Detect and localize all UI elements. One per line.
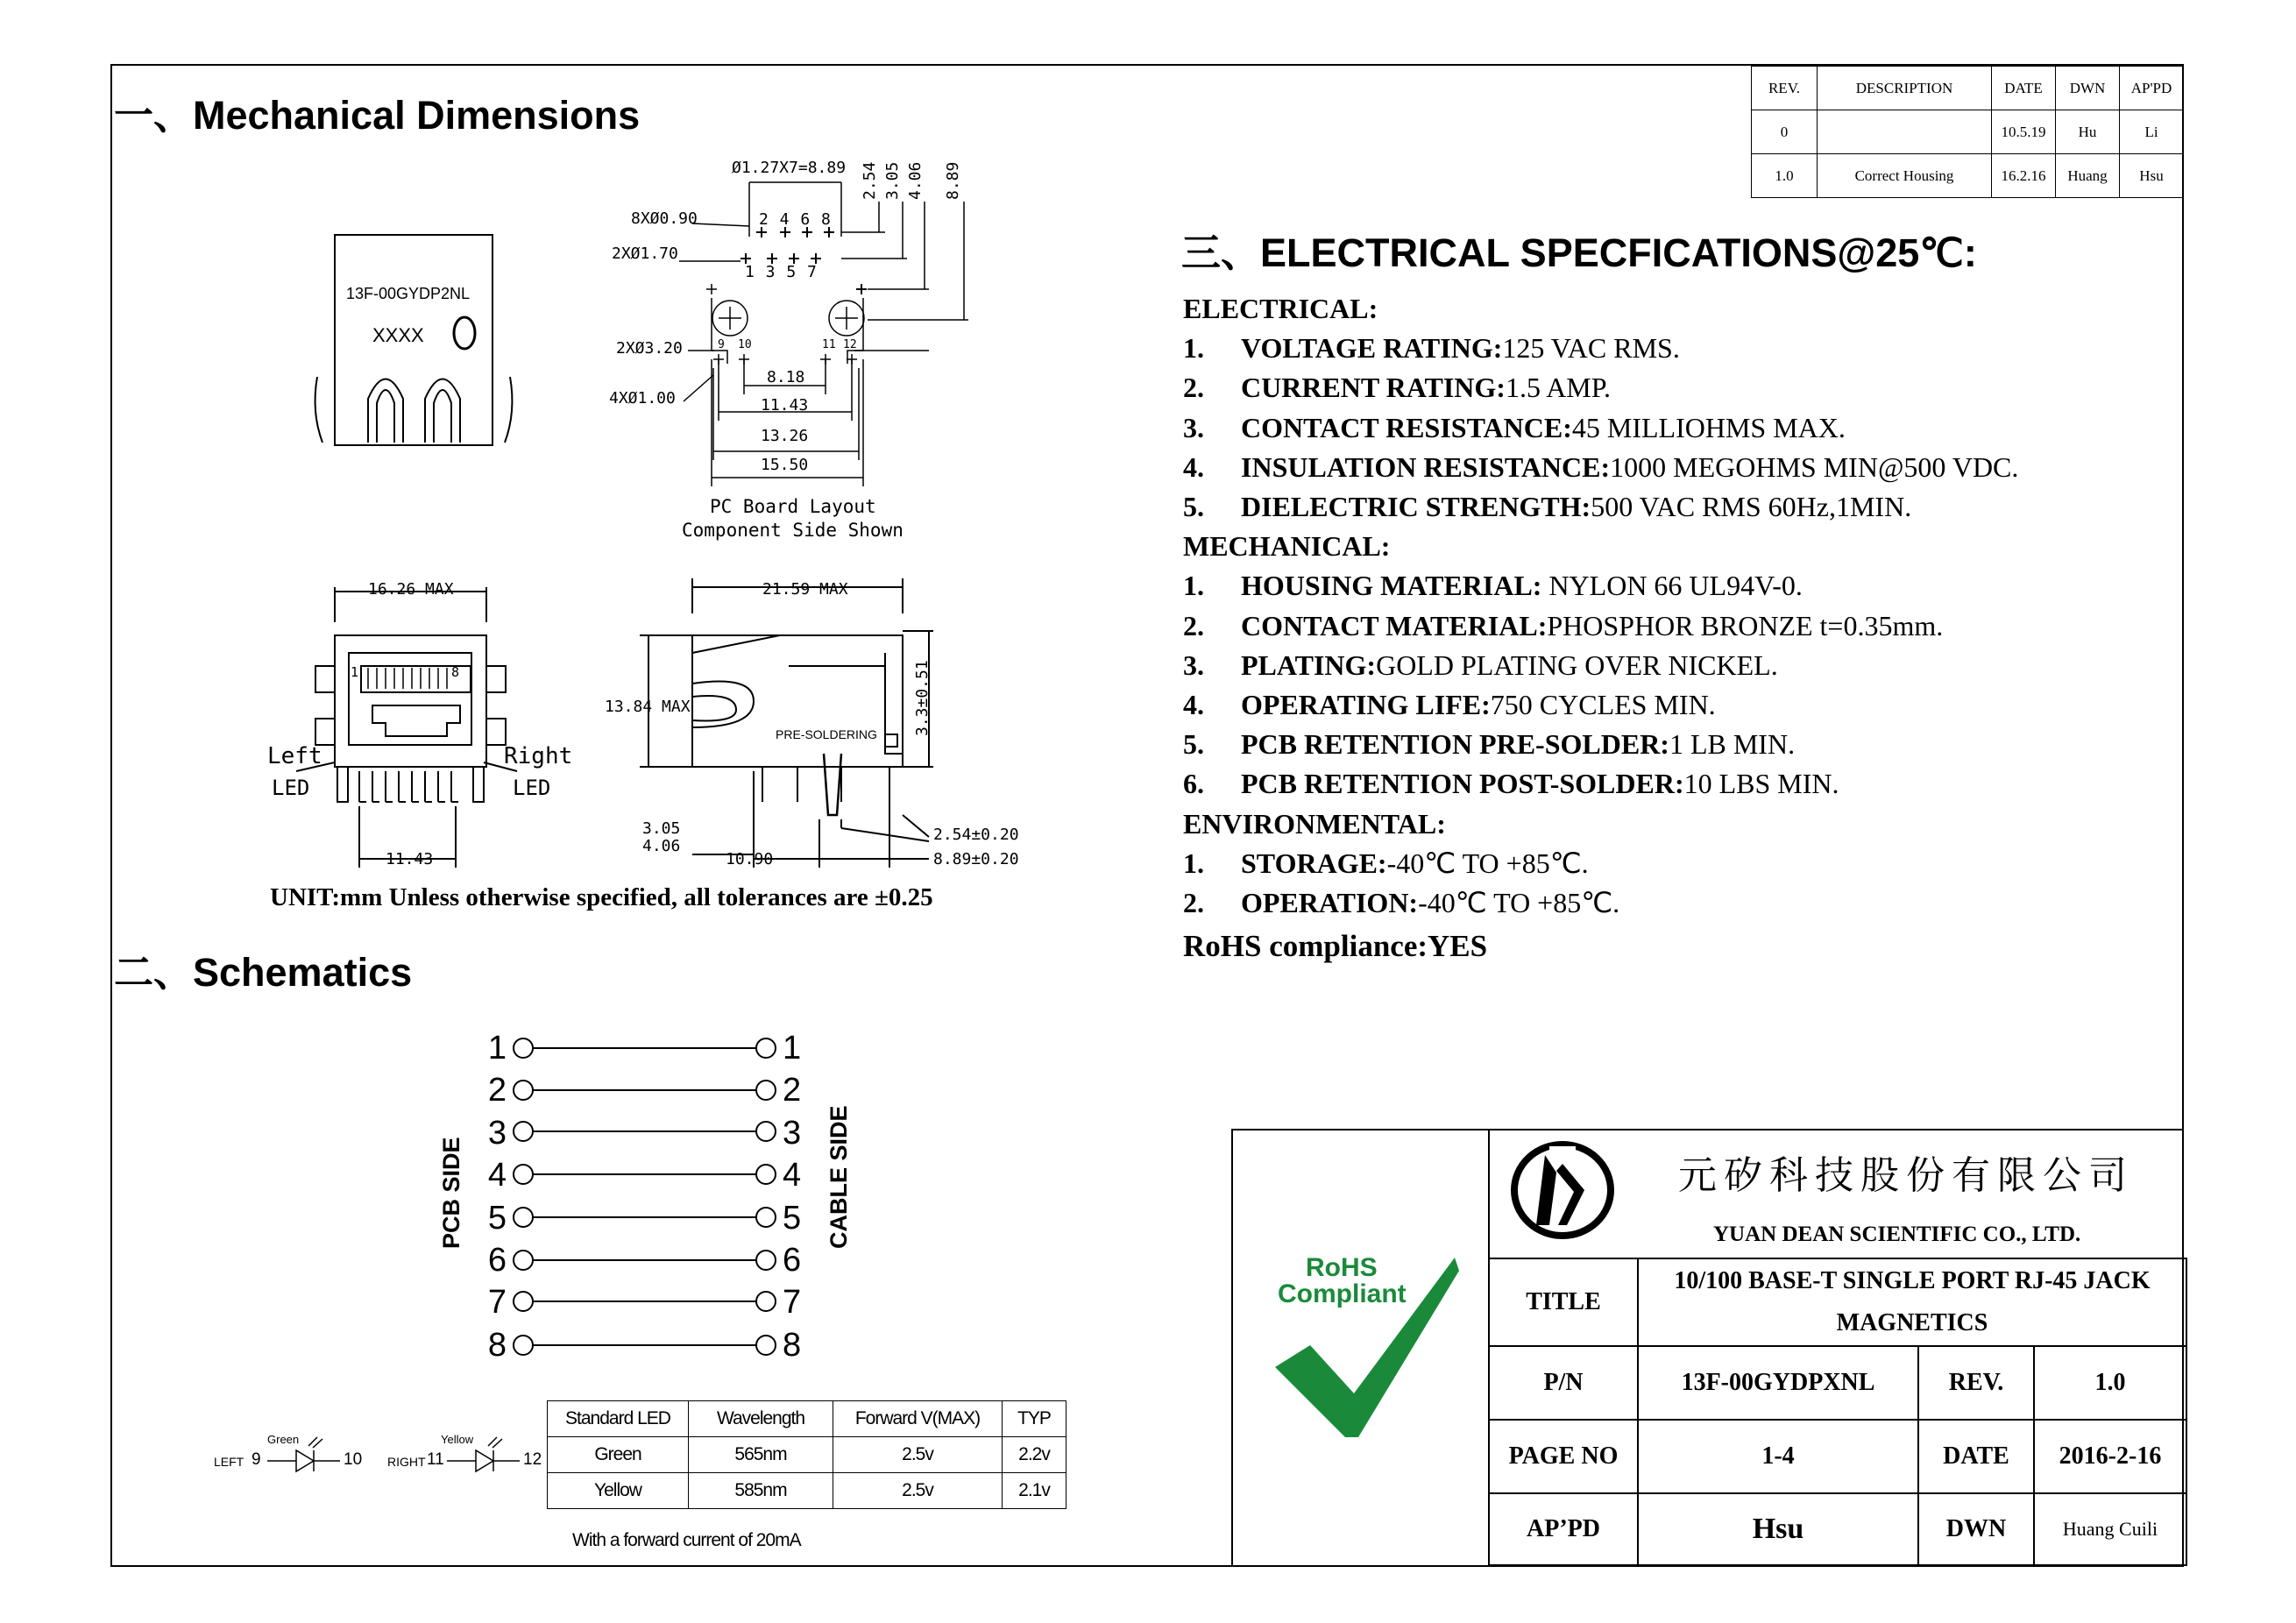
- left-led-pin-a: 9: [252, 1450, 261, 1469]
- right-led-pin-a: 11: [427, 1450, 444, 1469]
- title-value: 10/100 BASE-T SINGLE PORT RJ-45 JACK MAGNETICS: [1638, 1258, 2186, 1346]
- spec-value: 1 LB MIN.: [1669, 728, 1796, 761]
- cable-pin: 5: [783, 1199, 802, 1237]
- led-row: [548, 1437, 1067, 1473]
- holes2b-dim: 2XØ3.20: [616, 339, 683, 358]
- pre-soldering-label: PRE-SOLDERING: [776, 727, 877, 741]
- schematic-line-5: [514, 1208, 776, 1227]
- pin9-label: 9: [718, 338, 725, 351]
- description-cell: Correct Housing: [1818, 154, 1992, 198]
- left-led-label: LED: [272, 776, 310, 800]
- unit-note: UNIT:mm Unless otherwise specified, all tolerances are ±0.25: [270, 883, 933, 911]
- appd-cell: Li: [2120, 110, 2184, 154]
- spec-item: [1183, 368, 2173, 408]
- dwn-cell: Huang: [2056, 154, 2120, 198]
- pins-top-labels: 2 4 6 8: [759, 210, 831, 229]
- date-cell: 10.5.19: [1992, 110, 2056, 154]
- company-name-en: YUAN DEAN SCIENTIFIC CO., LTD.: [1713, 1223, 2081, 1246]
- date-label: DATE: [1918, 1420, 2034, 1493]
- spec-item: [1183, 685, 2173, 725]
- spec-label: PLATING:: [1241, 648, 1377, 681]
- rohs-compliance: RoHS compliance:YES: [1183, 929, 1488, 964]
- spec-number: 1.: [1183, 847, 1204, 879]
- forward-v-header: Forward V(MAX): [833, 1401, 1003, 1437]
- electrical-heading: ELECTRICAL:: [1183, 293, 1378, 324]
- spec-number: 2.: [1183, 887, 1204, 919]
- led-spec-table: [547, 1400, 1067, 1509]
- front-width-dim: 16.26 MAX: [368, 580, 454, 599]
- side-d889: 8.89±0.20: [933, 850, 1019, 868]
- schematic-line-2: [514, 1081, 776, 1100]
- spec-number: 4.: [1183, 689, 1204, 721]
- led-color-cell: Yellow: [548, 1473, 689, 1509]
- front-bottom-dim: 11.43: [386, 850, 434, 868]
- d1143-dim: 11.43: [761, 396, 809, 415]
- description-header: DESCRIPTION: [1818, 67, 1992, 110]
- rohs-mark-line1: RoHS: [1306, 1253, 1378, 1282]
- right-led-label: LED: [513, 776, 551, 800]
- spec-value: 10 LBS MIN.: [1683, 768, 1839, 800]
- spec-value: PHOSPHOR BRONZE t=0.35mm.: [1547, 609, 1944, 641]
- dwn-label: DWN: [1918, 1493, 2034, 1565]
- spec-value: 45 MILLIOHMS MAX.: [1571, 411, 1846, 443]
- schematic-line-6: [514, 1251, 776, 1270]
- pcb-pin: 8: [487, 1326, 507, 1364]
- spec-value: 1.5 AMP.: [1505, 372, 1611, 404]
- spec-item: [1183, 764, 2173, 804]
- electrical-specs: [1183, 289, 2173, 966]
- green-led-color: Green: [267, 1433, 300, 1446]
- spec-label: HOUSING MATERIAL:: [1241, 570, 1542, 602]
- led-wavelength-cell: 565nm: [689, 1437, 833, 1473]
- spec-item: [1183, 725, 2173, 764]
- spec-item: [1183, 606, 2173, 646]
- rohs-mark-line2: Compliant: [1278, 1279, 1407, 1308]
- spec-label: PCB RETENTION POST-SOLDER:: [1241, 768, 1684, 800]
- side-d254: 2.54±0.20: [933, 826, 1019, 844]
- pcb-pin: 4: [487, 1157, 507, 1194]
- spec-number: 6.: [1183, 768, 1204, 800]
- side-d406: 4.06: [642, 837, 681, 855]
- pin11-label: 11: [822, 338, 836, 351]
- approval-row: [1489, 1493, 2186, 1565]
- dwn-cell: Hu: [2056, 110, 2120, 154]
- dwn-value: Huang Cuili: [2034, 1493, 2186, 1565]
- left-label: Left: [267, 743, 322, 769]
- title-block-table: [1488, 1258, 2187, 1566]
- spec-number: 1.: [1183, 570, 1204, 602]
- company-logo-icon: [1506, 1138, 1619, 1243]
- spec-item: [1183, 408, 2173, 448]
- spec-number: 2.: [1183, 372, 1204, 404]
- cable-pin: 1: [783, 1030, 802, 1067]
- pn-row: [1489, 1346, 2186, 1420]
- spec-label: PCB RETENTION PRE-SOLDER:: [1241, 728, 1669, 761]
- side-d305: 3.05: [642, 819, 681, 838]
- mechanical-heading: MECHANICAL:: [1183, 530, 1391, 563]
- pcb-side-pin-numbers: [480, 1027, 507, 1366]
- title-row: [1489, 1258, 2186, 1346]
- right-led-text: RIGHT: [387, 1455, 426, 1469]
- appd-header: AP'PD: [2120, 67, 2184, 110]
- led-typ-cell: 2.1v: [1003, 1473, 1067, 1509]
- spec-item: [1183, 329, 2173, 368]
- led-header: Standard LED: [548, 1401, 689, 1437]
- spec-value: NYLON 66 UL94V-0.: [1541, 570, 1803, 602]
- led-row: [548, 1473, 1067, 1509]
- schematic-line-8: [514, 1336, 776, 1355]
- pn-value: 13F-00GYDPXNL: [1638, 1346, 1918, 1420]
- page-label: PAGE NO: [1489, 1420, 1638, 1493]
- spec-label: CONTACT MATERIAL:: [1241, 609, 1548, 641]
- page-value: 1-4: [1638, 1420, 1918, 1493]
- cable-side-label: CABLE SIDE: [826, 1105, 852, 1249]
- spec-number: 1.: [1183, 332, 1204, 365]
- cable-pin: 8: [783, 1326, 802, 1364]
- pin10-label: 10: [738, 338, 752, 351]
- part-marking: 13F-00GYDP2NL: [346, 285, 471, 302]
- cable-pin: 3: [783, 1114, 802, 1152]
- rev-cell: 1.0: [1752, 154, 1818, 198]
- page-row: [1489, 1420, 2186, 1493]
- spec-label: CURRENT RATING:: [1241, 372, 1506, 404]
- v254-dim: 2.54: [861, 161, 879, 200]
- pin12-label: 12: [843, 338, 857, 351]
- title-label: TITLE: [1489, 1258, 1638, 1346]
- spec-number: 5.: [1183, 491, 1204, 523]
- date-value: 2016-2-16: [2034, 1420, 2186, 1493]
- pcb-pin: 2: [487, 1072, 507, 1109]
- schematic-line-7: [514, 1292, 776, 1311]
- company-name-cn: 元矽科技股份有限公司: [1678, 1153, 2134, 1198]
- spec-item: [1183, 566, 2173, 606]
- led-forward-cell: 2.5v: [833, 1437, 1003, 1473]
- spec-number: 3.: [1183, 411, 1204, 443]
- environmental-heading: ENVIRONMENTAL:: [1183, 807, 1446, 840]
- cable-pin: 7: [783, 1284, 802, 1322]
- spec-item: [1183, 646, 2173, 685]
- spec-number: 2.: [1183, 609, 1204, 641]
- spec-label: INSULATION RESISTANCE:: [1241, 450, 1611, 483]
- section-schematics-heading: 二、Schematics: [114, 950, 413, 995]
- spec-label: DIELECTRIC STRENGTH:: [1241, 491, 1591, 523]
- wavelength-header: Wavelength: [689, 1401, 833, 1437]
- spec-number: 5.: [1183, 728, 1204, 761]
- typ-header: TYP: [1003, 1401, 1067, 1437]
- right-label: Right: [504, 743, 573, 769]
- side-height-dim: 13.84 MAX: [605, 698, 691, 716]
- led-forward-cell: 2.5v: [833, 1473, 1003, 1509]
- right-led-pin-b: 12: [523, 1450, 542, 1469]
- side-h2-dim: 3.3±0.51: [913, 660, 932, 736]
- cable-side-pin-numbers: [783, 1027, 801, 1366]
- schematic-line-1: [514, 1038, 776, 1058]
- led-header-row: [548, 1401, 1067, 1437]
- spec-label: OPERATING LIFE:: [1241, 689, 1491, 721]
- spec-value: 125 VAC RMS.: [1502, 332, 1680, 365]
- holes8-dim: 8XØ0.90: [631, 209, 698, 228]
- d1326-dim: 13.26: [761, 427, 809, 445]
- pins-bottom-labels: 1 3 5 7: [745, 263, 817, 281]
- holes4-dim: 4XØ1.00: [609, 389, 676, 408]
- date-cell: 16.2.16: [1992, 154, 2056, 198]
- spec-value: -40℃ TO +85℃.: [1418, 887, 1620, 919]
- d818-dim: 8.18: [767, 368, 805, 386]
- left-led-pin-b: 10: [344, 1450, 363, 1469]
- spec-label: STORAGE:: [1241, 847, 1387, 879]
- schematic-line-3: [514, 1122, 776, 1141]
- schematic-line-4: [514, 1165, 776, 1184]
- appd-label: AP’PD: [1489, 1493, 1638, 1565]
- pcb-pin: 6: [487, 1242, 507, 1279]
- pcb-side-label: PCB SIDE: [438, 1137, 464, 1249]
- marking-code: XXXX: [372, 324, 424, 346]
- v406-dim: 4.06: [906, 161, 925, 200]
- spec-value: 500 VAC RMS 60Hz,1MIN.: [1591, 491, 1912, 523]
- pcb-caption-2: Component Side Shown: [682, 520, 904, 541]
- pn-label: P/N: [1489, 1346, 1638, 1420]
- appd-cell: Hsu: [2120, 154, 2184, 198]
- cable-pin: 4: [783, 1157, 802, 1194]
- led-wavelength-cell: 585nm: [689, 1473, 833, 1509]
- checkmark-icon: [1271, 1253, 1463, 1437]
- spec-value: 750 CYCLES MIN.: [1490, 689, 1716, 721]
- led-current-note: With a forward current of 20mA: [572, 1530, 801, 1550]
- pcb-caption-1: PC Board Layout: [710, 496, 876, 517]
- led-color-cell: Green: [548, 1437, 689, 1473]
- spec-value: -40℃ TO +85℃.: [1386, 847, 1589, 879]
- front-pin1: 1: [351, 664, 359, 680]
- v305-dim: 3.05: [883, 161, 902, 200]
- pcb-pin: 1: [487, 1030, 507, 1067]
- pcb-pin: 5: [487, 1199, 507, 1237]
- spec-value: 1000 MEGOHMS MIN@500 VDC.: [1610, 450, 2019, 483]
- spec-item: [1183, 883, 2173, 923]
- pcb-pin: 7: [487, 1284, 507, 1322]
- date-header: DATE: [1992, 67, 2056, 110]
- rev-value: 1.0: [2034, 1346, 2186, 1420]
- cable-pin: 2: [783, 1072, 802, 1109]
- d1550-dim: 15.50: [761, 456, 809, 474]
- appd-value: Hsu: [1638, 1493, 1918, 1565]
- rev-cell: 0: [1752, 110, 1818, 154]
- led-typ-cell: 2.2v: [1003, 1437, 1067, 1473]
- holes2a-dim: 2XØ1.70: [612, 245, 678, 263]
- section-mechanical-heading: 一、Mechanical Dimensions: [114, 93, 641, 138]
- spec-value: GOLD PLATING OVER NICKEL.: [1376, 648, 1778, 681]
- side-d1090: 10.90: [726, 850, 774, 868]
- dwn-header: DWN: [2056, 67, 2120, 110]
- yellow-led-color: Yellow: [441, 1433, 474, 1446]
- front-pin8: 8: [451, 664, 460, 680]
- spec-label: OPERATION:: [1241, 887, 1419, 919]
- spec-number: 4.: [1183, 450, 1204, 483]
- side-length-dim: 21.59 MAX: [762, 580, 848, 599]
- rev-header: REV.: [1752, 67, 1818, 110]
- cable-pin: 6: [783, 1242, 802, 1279]
- spec-label: VOLTAGE RATING:: [1241, 332, 1503, 365]
- spec-label: CONTACT RESISTANCE:: [1241, 411, 1572, 443]
- spec-item: [1183, 448, 2173, 487]
- v889-dim: 8.89: [944, 161, 962, 200]
- section-electrical-heading: 三、ELECTRICAL SPECFICATIONS@25℃:: [1181, 230, 1977, 275]
- pcb-pin: 3: [487, 1114, 507, 1152]
- left-led-text: LEFT: [214, 1455, 244, 1469]
- spec-number: 3.: [1183, 648, 1204, 681]
- rev-label: REV.: [1918, 1346, 2034, 1420]
- pitch-dim: Ø1.27X7=8.89: [732, 159, 847, 177]
- spec-item: [1183, 844, 2173, 883]
- spec-item: [1183, 487, 2173, 527]
